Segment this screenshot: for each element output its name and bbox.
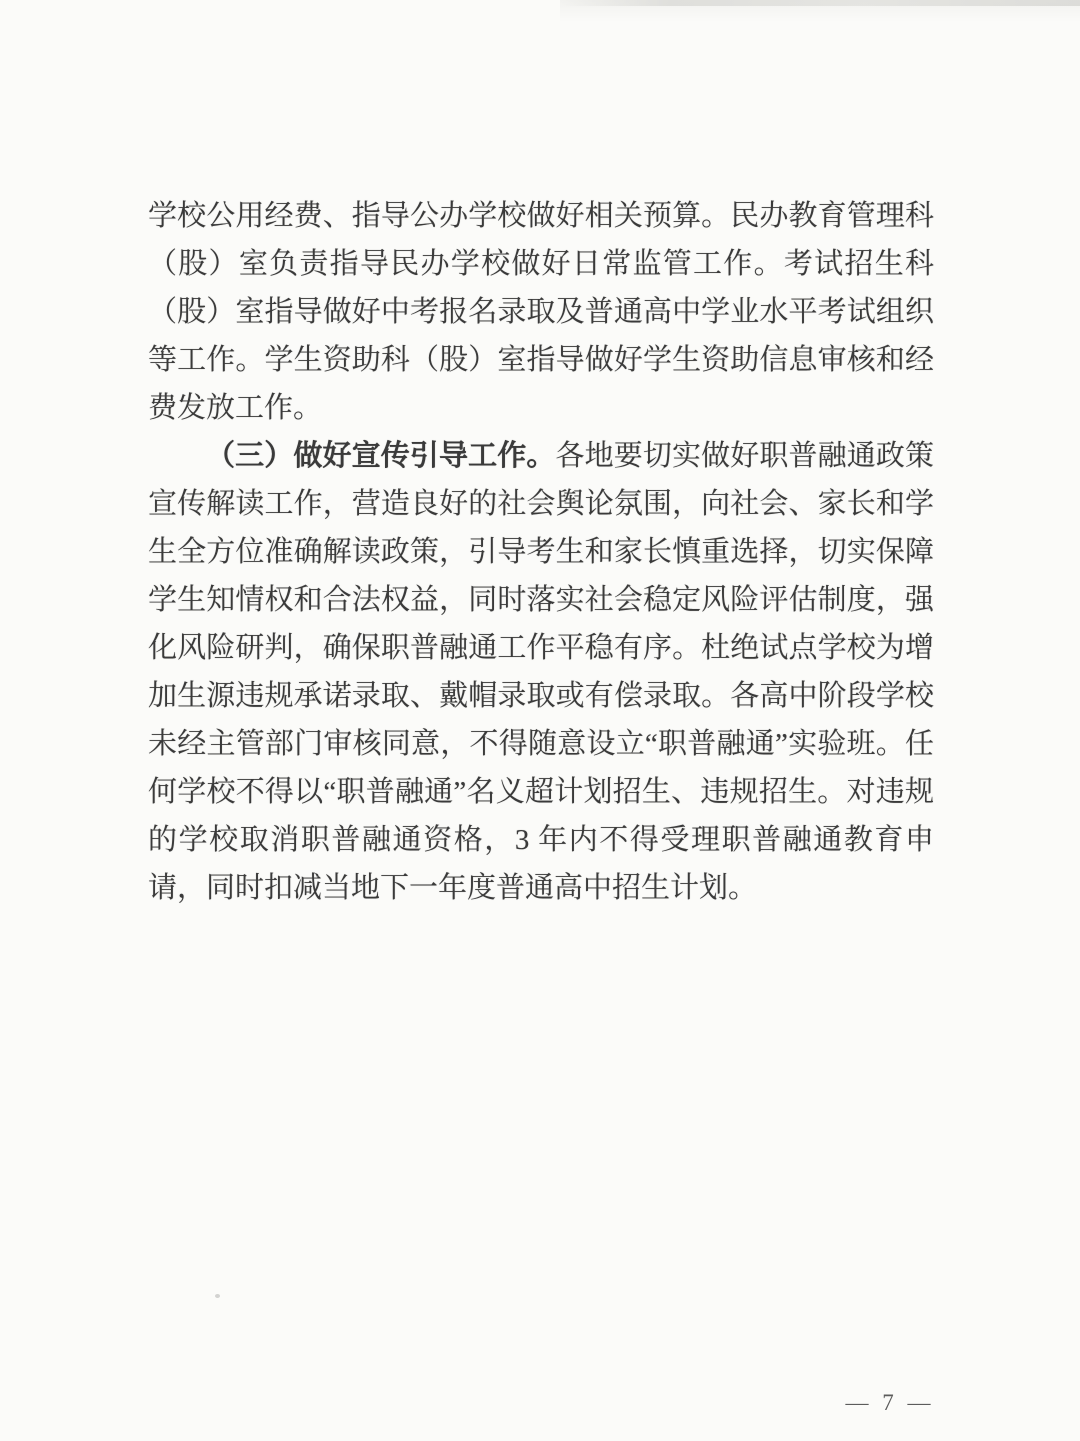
paragraph-continuation xyxy=(148,192,934,432)
section-heading: （三）做好宣传引导工作。 xyxy=(206,440,556,472)
paragraph-section-three xyxy=(148,432,934,912)
page-number: — 7 — xyxy=(845,1390,935,1415)
scan-haze-artifact xyxy=(560,0,1080,22)
paragraph-text: 学校公用经费、指导公办学校做好相关预算。民办教育管理科（股）室负责指导民办学校做好日常监管工作。考试招生科（股）室指导做好中考报名录取及普通高中学业水平考试组织等工作。学生资助科（股）室指导做好学生资助信息审核和经费发放工作。 xyxy=(148,200,934,424)
scan-speck-artifact xyxy=(215,1294,220,1298)
document-body xyxy=(148,192,934,912)
paragraph-text: 各地要切实做好职普融通政策宣传解读工作，营造良好的社会舆论氛围，向社会、家长和学生全方位准确解读政策，引导考生和家长慎重选择，切实保障学生知情权和合法权益，同时落实社会稳定风险评估制度，强化风险研判，确保职普融通工作平稳有序。杜绝试点学校为增加生源违规承诺录取、戴帽录取或有偿录取。各高中阶段学校未经主管部门审核同意，不得随意设立“职普融通”实验班。任何学校不得以“职普融通”名义超计划招生、违规招生。对违规的学校取消职普融通资格，3 年内不得受理职普融通教育申请，同时扣减当地下一年度普通高中招生计划。 xyxy=(148,440,934,904)
